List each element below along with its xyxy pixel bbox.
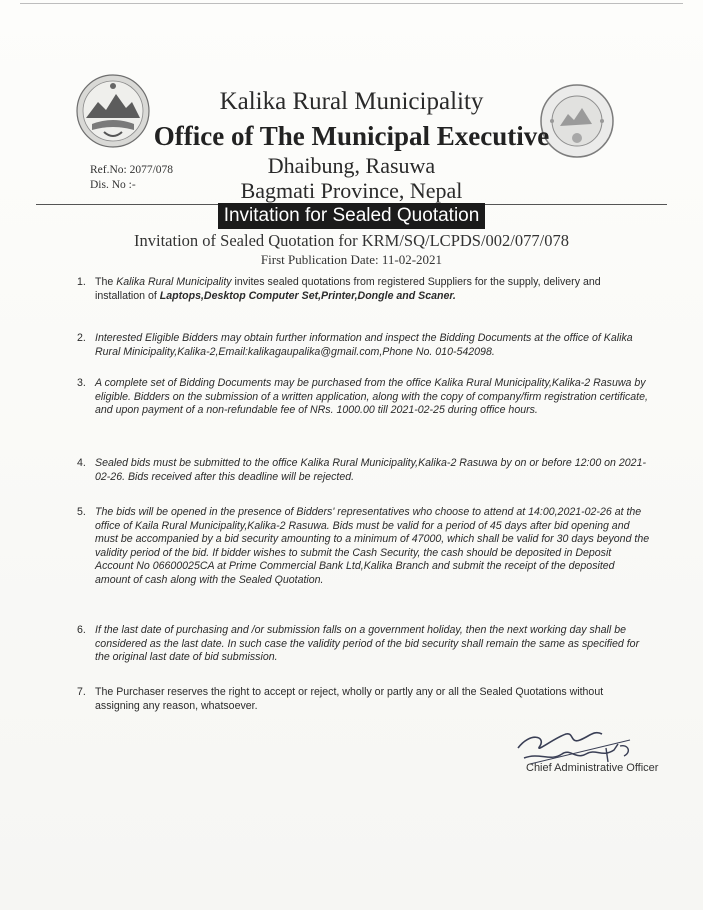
office-name: Office of The Municipal Executive [153, 121, 550, 151]
list-item: 1. The Kalika Rural Municipality invites sealed quotations from registered Suppliers for the supply, delivery and installation of Laptops,Desktop Computer Set,Printer,Dongle and Scaner. [77, 276, 601, 302]
list-item: 6. If the last date of purchasing and /or submission falls on a government holiday, then the next working day shall be considered as the last date. In such case the validity period of the bid security shall remain the same as specified for the original last date of bid submission. [77, 624, 640, 664]
list-item: 7. The Purchaser reserves the right to accept or reject, wholly or partly any or all the Sealed Quotations without assigning any reason, whatsoever. [77, 686, 604, 712]
list-item: 4. Sealed bids must be submitted to the office Kalika Rural Municipality,Kalika-2 Rasuwa by on or before 12:00 on 2021-02-26. Bids received after this deadline will be rejected. [77, 457, 646, 483]
reference-block [90, 163, 173, 193]
notice-title: Invitation for Sealed Quotation [218, 203, 486, 229]
list-item: 3. A complete set of Bidding Documents may be purchased from the office Kalika Rural Municipality,Kalika-2 Rasuwa by eligible. Bidders on the submission of a written application, along with the copy of company/firm registration certificate, and upon payment of a non-refundable fee of NRs. 1000.00 till 2021-02-25 during office hours. [77, 377, 648, 417]
page-top-edge [20, 3, 683, 4]
notice-subtitle: Invitation of Sealed Quotation for KRM/SQ/LCPDS/002/077/078 [134, 231, 569, 250]
list-item: 2. Interested Eligible Bidders may obtain further information and inspect the Bidding Documents at the office of Kalika Rural Minicipality,Kalika-2,Email:kalikagaupalika@gmail.com,Phone No. 010-542098. [77, 332, 633, 358]
office-location: Dhaibung, Rasuwa [267, 153, 436, 178]
list-item: 5. The bids will be opened in the presence of Bidders' representatives who choose to attend at 14:00,2021-02-26 at the office of Kaila Rural Municipality,Kalika-2 Rasuwa. Bids must be valid for a period of 45 days after bid opening and must be accompanied by a bid security amounting to a minimum of 47000, which shall be valid for 30 days beyond the validity period of the bid. If bidder wishes to submit the Cash Security, the cash should be deposited in Deposit Account No 06600025CA at Prime Commercial Bank Ltd,Kalika Branch and submit the receipt of the deposited amount of cash along with the Sealed Quotation. [77, 506, 650, 586]
ref-number: Ref.No: 2077/078 [90, 164, 174, 176]
dispatch-number: Dis. No :- [90, 179, 136, 191]
signatory-title: Chief Administrative Officer [526, 762, 659, 774]
goods-list: Laptops,Desktop Computer Set,Printer,Dongle and Scaner. [159, 289, 456, 302]
notice-banner [0, 203, 703, 229]
province-country: Bagmati Province, Nepal [240, 178, 463, 203]
publication-date: First Publication Date: 11-02-2021 [260, 252, 443, 267]
municipality-name: Kalika Rural Municipality [219, 88, 484, 115]
organization-name: Kalika Rural Municipality [116, 276, 232, 288]
